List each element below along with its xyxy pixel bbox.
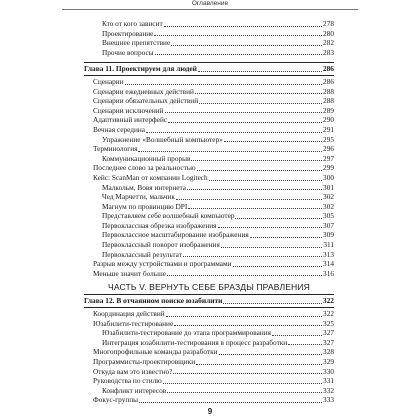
- toc-chapter-11[interactable]: [84, 64, 334, 74]
- toc-entry[interactable]: [84, 386, 334, 396]
- chapter-11-entries: [84, 77, 334, 278]
- entry-page: 322: [323, 309, 334, 319]
- toc-entry[interactable]: [84, 87, 334, 97]
- entry-title: Первоклассный поворот изображения: [102, 240, 220, 250]
- toc-entry[interactable]: [84, 125, 334, 135]
- toc-entry[interactable]: [84, 328, 334, 338]
- entry-page: 307: [323, 220, 334, 230]
- entry-page: 331: [323, 376, 334, 386]
- leader-dots: [195, 93, 322, 94]
- toc-entry[interactable]: [84, 250, 334, 260]
- entry-title: Руководства по стилю: [93, 376, 162, 386]
- entry-page: 302: [323, 192, 334, 202]
- toc-entry[interactable]: [84, 106, 334, 116]
- entry-page: 300: [323, 172, 334, 182]
- entry-page: 329: [323, 357, 334, 366]
- leader-dots: [218, 227, 323, 228]
- toc-entry[interactable]: [84, 77, 334, 87]
- entry-title: Первоклассный результат: [102, 249, 182, 259]
- entry-page: 301: [323, 182, 334, 192]
- toc-entry[interactable]: [84, 240, 334, 250]
- toc-entry[interactable]: [84, 230, 334, 240]
- entry-page: 327: [323, 328, 334, 338]
- toc-entry[interactable]: [84, 135, 334, 145]
- leader-dots: [219, 354, 322, 355]
- entry-page: 313: [323, 249, 334, 259]
- entry-title: Терминология: [93, 144, 138, 154]
- leader-dots: [164, 26, 322, 27]
- entry-title: Программисты-проектировщики: [93, 357, 196, 366]
- entry-title: Конфликт интересов: [102, 385, 167, 395]
- entry-title: Кто от кого зависит: [102, 19, 163, 28]
- toc-entry[interactable]: [84, 202, 334, 212]
- entry-page: 316: [323, 268, 334, 278]
- entry-page: 328: [323, 347, 334, 357]
- section-rule: [84, 62, 334, 63]
- entry-page: 288: [323, 86, 334, 96]
- part-title: ЧАСТЬ V. ВЕРНУТЬ СЕБЕ БРАЗДЫ ПРАВЛЕНИЯ: [108, 282, 310, 293]
- toc-entry[interactable]: [84, 96, 334, 106]
- entry-title: Сценарии: [93, 76, 124, 86]
- entry-title: Прочие вопросы: [102, 47, 154, 57]
- toc-section-continued: [84, 19, 334, 57]
- leader-dots: [288, 344, 322, 345]
- toc-entry[interactable]: [84, 211, 334, 221]
- leader-dots: [199, 103, 322, 104]
- entry-page: 297: [323, 153, 334, 163]
- entry-title: Сценарии обязательных действий: [93, 96, 199, 106]
- leader-dots: [171, 45, 322, 46]
- leader-dots: [187, 189, 322, 190]
- toc-entry[interactable]: [84, 376, 334, 386]
- entry-page: 314: [323, 259, 334, 269]
- entry-page: 291: [323, 124, 334, 134]
- leader-dots: [191, 160, 322, 161]
- leader-dots: [188, 208, 322, 209]
- toc-entry[interactable]: [84, 183, 334, 193]
- leader-dots: [168, 122, 322, 123]
- leader-dots: [174, 325, 322, 326]
- toc-entry[interactable]: [84, 357, 334, 367]
- toc-entry[interactable]: [84, 144, 334, 154]
- leader-dots: [209, 180, 322, 181]
- entry-page: 330: [323, 366, 334, 376]
- entry-title: Координация действий: [93, 309, 165, 319]
- toc-entry[interactable]: [84, 38, 334, 48]
- entry-page: 288: [323, 96, 334, 106]
- entry-page: 311: [323, 240, 334, 250]
- toc-entry[interactable]: [84, 173, 334, 183]
- toc-chapter-12[interactable]: [84, 296, 334, 306]
- leader-dots: [166, 316, 322, 317]
- leader-dots: [233, 266, 322, 267]
- toc-entry[interactable]: [84, 192, 334, 202]
- leader-dots: [272, 335, 322, 336]
- toc-entry[interactable]: [84, 154, 334, 164]
- entry-page: 278: [323, 19, 334, 28]
- header-rule: [62, 9, 358, 10]
- entry-title: Коммуникационный прорыв: [102, 153, 191, 163]
- entry-page: 283: [323, 47, 334, 57]
- leader-dots: [125, 84, 322, 85]
- toc-entry[interactable]: [84, 319, 334, 329]
- entry-page: 296: [323, 144, 334, 154]
- section-rule: [84, 307, 334, 308]
- entry-page: 325: [323, 318, 334, 328]
- entry-page: 299: [323, 163, 334, 173]
- entry-title: Первоклассная обрезка изображения: [102, 220, 217, 230]
- leader-dots: [221, 247, 323, 248]
- entry-title: Внешнее препятствие: [102, 38, 171, 48]
- entry-title: Чед Марчетти, мальчик: [102, 192, 175, 202]
- entry-title: Упражнение «Волшебный компьютер»: [102, 134, 223, 144]
- entry-page: 286: [323, 76, 334, 86]
- table-of-contents: [84, 19, 334, 405]
- entry-title: Малкольм, Вовя интернета: [102, 182, 186, 192]
- toc-entry[interactable]: [84, 259, 334, 269]
- chapter-12-entries: [84, 309, 334, 405]
- running-header: Оглавление: [191, 0, 229, 7]
- entry-page: 309: [323, 230, 334, 240]
- entry-title: Юзабилити-тестирование: [93, 318, 174, 328]
- chapter-page: 322: [322, 296, 334, 306]
- entry-title: Последнее слово за реальностью: [93, 163, 196, 173]
- leader-dots: [224, 141, 322, 142]
- entry-title: Юзабилити-тестирование до этапа программирования: [102, 328, 271, 338]
- leader-dots: [138, 151, 322, 152]
- chapter-title: Глава 11. Проектируем для людей: [84, 64, 197, 74]
- entry-title: Представляем себе волшебный компьютер: [102, 211, 235, 221]
- leader-dots: [173, 373, 322, 374]
- chapter-page: 286: [322, 64, 334, 74]
- toc-entry[interactable]: [84, 338, 334, 348]
- toc-entry[interactable]: [84, 115, 334, 125]
- entry-page: 295: [323, 134, 334, 144]
- toc-entry[interactable]: [84, 221, 334, 231]
- leader-dots: [163, 383, 322, 384]
- toc-entry[interactable]: [84, 19, 334, 29]
- entry-title: Сценарии исключений: [93, 105, 164, 115]
- entry-title: Фокус-группы: [93, 395, 139, 405]
- entry-page: 305: [323, 211, 334, 221]
- entry-page: 282: [323, 38, 334, 48]
- toc-entry[interactable]: [84, 163, 334, 173]
- leader-dots: [223, 303, 322, 304]
- chapter-title: Глава 12. В отчаянном поиске юзабилити: [84, 296, 223, 306]
- entry-title: Меньше значит больше: [93, 268, 166, 278]
- entry-title: Проектирование: [102, 28, 154, 38]
- page-number: 9: [207, 407, 213, 416]
- toc-entry[interactable]: [84, 395, 334, 405]
- entry-page: 302: [323, 201, 334, 211]
- leader-dots: [196, 364, 322, 365]
- leader-dots: [235, 218, 322, 219]
- toc-entry[interactable]: [84, 48, 334, 58]
- leader-dots: [139, 402, 322, 403]
- toc-entry[interactable]: [84, 309, 334, 319]
- entry-title: Первоклассное масштабирование изображения: [102, 230, 249, 240]
- toc-entry[interactable]: [84, 29, 334, 39]
- section-rule: [84, 75, 334, 76]
- leader-dots: [176, 199, 322, 200]
- leader-dots: [198, 71, 322, 72]
- entry-title: Многопрофильные команды разработки: [93, 347, 218, 357]
- leader-dots: [197, 170, 322, 171]
- entry-page: 289: [323, 105, 334, 115]
- entry-title: Магнум по провинцию DPI: [102, 201, 188, 211]
- leader-dots: [167, 275, 322, 276]
- toc-entry[interactable]: [84, 367, 334, 377]
- entry-title: Интеграция юзабилити-тестирования в процесс разработки: [102, 337, 288, 347]
- entry-page: 280: [323, 28, 334, 38]
- section-rule: [84, 294, 334, 295]
- entry-title: Адаптивный интерфейс: [93, 115, 168, 125]
- toc-entry[interactable]: [84, 269, 334, 279]
- entry-title: Разрыв между устройствами и программами: [93, 259, 232, 269]
- leader-dots: [250, 237, 322, 238]
- entry-title: Сценарии ежедневных действий: [93, 86, 194, 96]
- entry-title: Кейс: ScanMan от компании Logitech: [93, 172, 208, 182]
- leader-dots: [165, 112, 322, 113]
- entry-page: 333: [323, 395, 334, 405]
- leader-dots: [167, 392, 322, 393]
- entry-page: 290: [323, 115, 334, 125]
- leader-dots: [154, 35, 322, 36]
- entry-title: Откуда вам это известно?: [93, 366, 173, 376]
- entry-page: 327: [323, 337, 334, 347]
- leader-dots: [146, 132, 322, 133]
- leader-dots: [183, 256, 322, 257]
- entry-page: 332: [323, 385, 334, 395]
- leader-dots: [155, 54, 322, 55]
- toc-entry[interactable]: [84, 347, 334, 357]
- entry-title: Вечная середина: [93, 124, 146, 134]
